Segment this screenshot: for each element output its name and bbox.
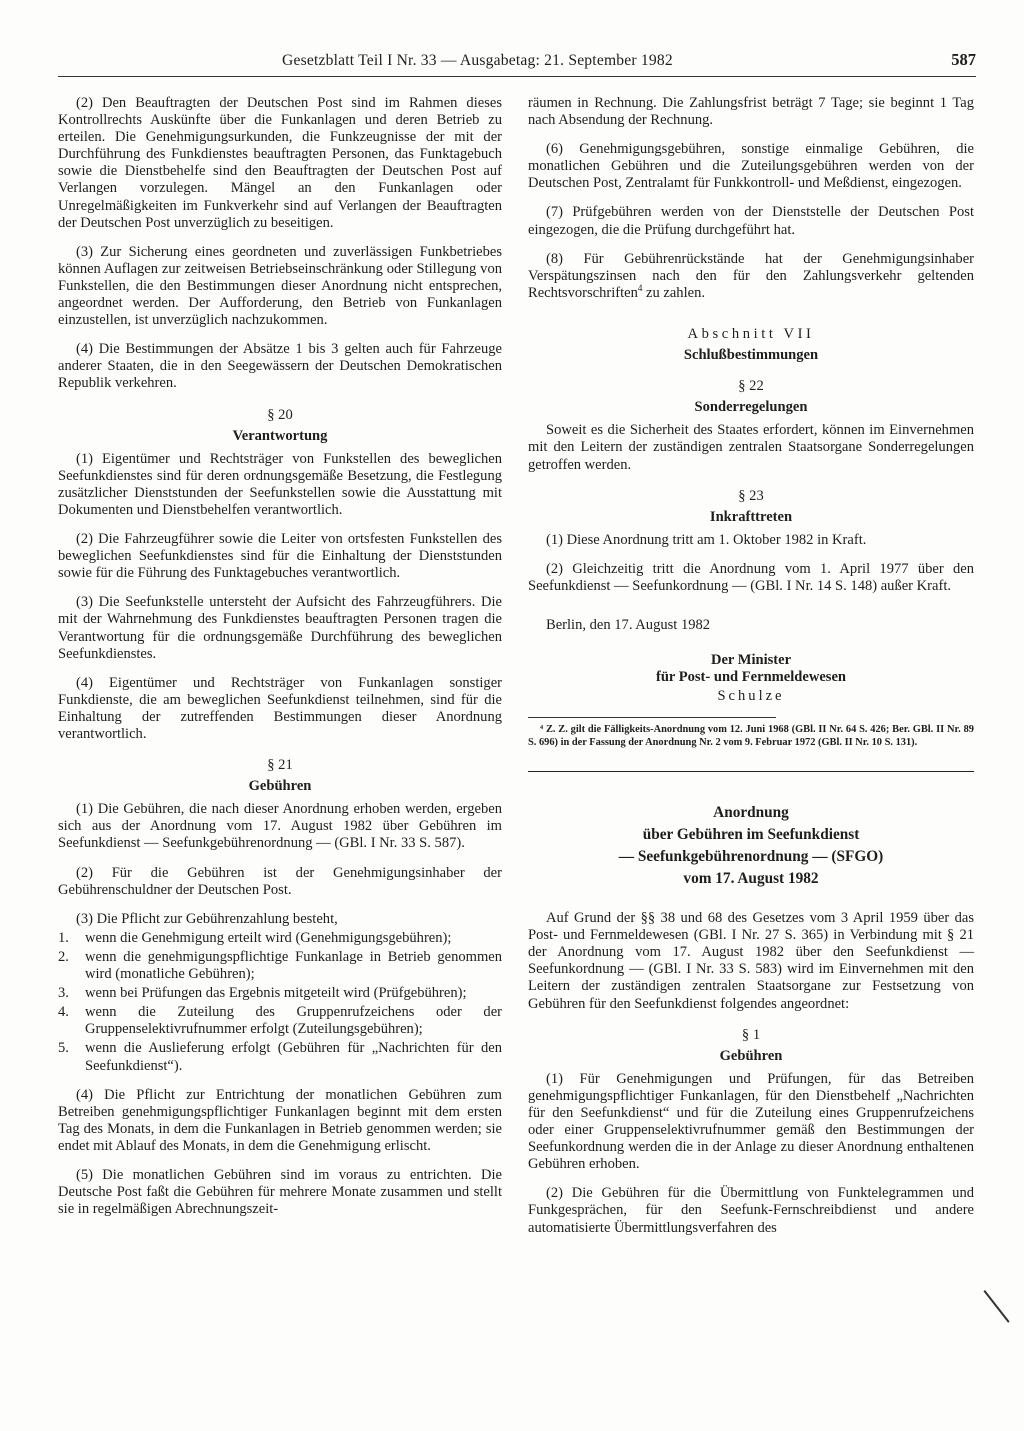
paragraph: (1) Für Genehmigungen und Prüfungen, für das Betreiben genehmigungspflichtiger Funkanlagen, für den Dienstbehelf „Nachrichten für den Seefunkdienst“ und für die Zuteilung eines Gruppenrufzeichens oder einer Gruppenselektivrufnummer gemäß den Bestimmungen der Seefunkordnung werden die in der Anlage zu dieser Anordnung enthaltenen Gebühren erhoben. (528, 1070, 974, 1173)
list-item-text: wenn die Genehmigung erteilt wird (Genehmigungsgebühren); (85, 929, 452, 946)
paragraph (528, 251, 974, 302)
page-number: 587 (951, 50, 976, 69)
preamble: Auf Grund der §§ 38 und 68 des Gesetzes vom 3 April 1959 über das Post- und Fernmeldewesen (GBl. I Nr. 27 S. 365) in Verbindung mit § 21 der Anordnung vom 17. August 1982 über den Seefunkdienst — Seefunkordnung — (GBl. I Nr. 33 S. 583) wird im Einvernehmen mit den Leitern der zuständigen zentralen Staatsorgane zur Festsetzung von Gebühren für den Seefunkdienst folgendes angeordnet: (528, 910, 974, 1012)
chapter-label: Abschnitt VII (687, 325, 815, 342)
section-title: Gebühren (248, 778, 312, 795)
paragraph: (6) Genehmigungsgebühren, sonstige einmalige Gebühren, die monatlichen Gebühren und die Zuteilungsgebühren werden von der Deutschen Post, Zentralamt für Funkkontroll- und Meßdienst, eingezogen. (528, 141, 974, 192)
list-item-text: wenn bei Prüfungen das Ergebnis mitgeteilt wird (Prüfgebühren); (85, 985, 467, 1002)
list-item-text: wenn die Auslieferung erfolgt (Gebühren für „Nachrichten für den Seefunkdienst“). (85, 1040, 502, 1074)
section-title: Sonderregelungen (694, 399, 808, 416)
place-date: Berlin, den 17. August 1982 (546, 617, 711, 634)
paragraph-text: (8) Für Gebührenrückstände hat der Genehmigungsinhaber Verspätungszinsen nach den für den Zahlungsverkehr geltenden Rechtsvorschriften (528, 250, 974, 301)
paragraph: (2) Für die Gebühren ist der Genehmigungsinhaber der Gebührenschuldner der Deutschen Post. (58, 864, 502, 898)
paragraph: Soweit es die Sicherheit des Staates erfordert, können im Einvernehmen mit den Leitern der zuständigen zentralen Staatsorgane Sonderregelungen getroffen werden. (528, 422, 974, 473)
section-title: Gebühren (719, 1047, 783, 1064)
paragraph: (5) Die monatlichen Gebühren sind im voraus zu entrichten. Die Deutsche Post faßt die Gebühren für mehrere Monate zusammen und stellt sie in regelmäßigen Abrechnungszeit- (58, 1166, 502, 1218)
list-item-number: 1. (58, 929, 69, 946)
list-item (58, 949, 502, 983)
section-number: § 20 (267, 406, 293, 423)
decree-title-line: über Gebühren im Seefunkdienst (642, 826, 860, 844)
section-number: § 23 (738, 487, 764, 504)
list-item (58, 985, 502, 1002)
right-column (528, 95, 974, 1249)
paragraph-continuation: räumen in Rechnung. Die Zahlungsfrist beträgt 7 Tage; sie beginnt 1 Tag nach Absendung der Rechnung. (528, 95, 974, 129)
list-item (58, 1040, 502, 1074)
header-rule (58, 76, 976, 77)
paragraph: (2) Gleichzeitig tritt die Anordnung vom 1. April 1977 über den Seefunkdienst — Seefunkordnung — (GBl. I Nr. 14 S. 148) außer Kraft. (528, 560, 974, 594)
paragraph: (3) Die Pflicht zur Gebührenzahlung besteht, (76, 910, 338, 927)
list-item-text: wenn die genehmigungspflichtige Funkanlage in Betrieb genommen wird (monatliche Gebühren); (85, 948, 502, 983)
paragraph: (1) Eigentümer und Rechtsträger von Funkstellen des beweglichen Seefunkdienstes sind für deren ordnungsgemäße Besetzung, die Festlegung zusätzlicher Dienststunden der Seefunkstellen sowie die Ausstattung mit Dokumenten und Dienstbehelfen verantwortlich. (58, 450, 502, 518)
section-number: § 22 (738, 378, 764, 395)
paragraph: (1) Die Gebühren, die nach dieser Anordnung erhoben werden, ergeben sich aus der Anordnung vom 17. August 1982 über Gebühren im Seefunkdienst — Seefunkgebührenordnung — (GBl. I Nr. 33 S. 587). (58, 801, 502, 852)
decree-title-line: Anordnung (713, 804, 789, 822)
page-header (0, 0, 1024, 80)
paragraph: (3) Zur Sicherung eines geordneten und zuverlässigen Funkbetriebes können Auflagen zur zeitweisen Betriebseinschränkung oder Stillegung von Funkstellen, die den Bestimmungen dieser Anordnung nicht entsprechen, angeordnet werden. Der Aufforderung, den Betrieb von Funkanlagen einzustellen, ist unverzüglich nachzukommen. (58, 243, 502, 329)
section-title: Verantwortung (232, 427, 328, 444)
paragraph: (4) Die Pflicht zur Entrichtung der monatlichen Gebühren zum Betreiben genehmigungspflichtiger Funkanlagen beginnt mit dem ersten Tag des Monats, in dem die Funkanlagen in Betrieb genommen werden; sie endet mit Ablauf des Monats, in dem die Genehmigung erlischt. (58, 1086, 502, 1154)
signer-title: Der Minister (710, 652, 792, 669)
paragraph: (2) Die Gebühren für die Übermittlung von Funktelegrammen und Funkgesprächen, für den Seefunk-Fernschreibdienst und andere automatisierte Übermittlungsverfahren des (528, 1185, 974, 1236)
section-number: § 1 (741, 1026, 761, 1043)
paragraph: (1) Diese Anordnung tritt am 1. Oktober 1982 in Kraft. (546, 531, 867, 548)
section-number: § 21 (267, 757, 293, 774)
footnote-marker: 4 (637, 283, 643, 293)
signer-name: Schulze (717, 688, 785, 705)
list-item-number: 4. (58, 1004, 69, 1021)
chapter-title: Schlußbestimmungen (683, 347, 819, 364)
list-item-number: 2. (58, 948, 69, 965)
decree-title-line: vom 17. August 1982 (683, 870, 819, 888)
decree-title (528, 802, 974, 890)
signer-title: für Post- und Fernmeldewesen (655, 669, 847, 686)
list-item-number: 3. (58, 985, 69, 1002)
scan-mark (983, 1290, 1009, 1323)
left-column (58, 95, 502, 1230)
section-divider (528, 771, 974, 772)
decree-title-line: — Seefunkgebührenordnung — (SFGO) (618, 848, 884, 866)
paragraph: (3) Die Seefunkstelle untersteht der Aufsicht des Fahrzeugführers. Die mit der Wahrnehmung des Funkdienstes beauftragten Personen tragen die Verantwortung für die ordnungsgemäße Durchführung des beweglichen Seefunkdienstes. (58, 594, 502, 662)
list-item (58, 1004, 502, 1038)
footnote-rule (528, 717, 776, 718)
list-item-text: wenn die Zuteilung des Gruppenrufzeichens oder der Gruppenselektivrufnummer erfolgt (Zuteilungsgebühren); (85, 1004, 502, 1038)
paragraph: (2) Den Beauftragten der Deutschen Post sind im Rahmen dieses Kontrollrechts Auskünfte über die Funkanlagen und deren Betrieb zu erteilen. Die Genehmigungsurkunden, die Funkzeugnisse der mit der Durchführung des Funkdienstes beauftragten Personen, das Funktagebuch sowie die Dienstbehelfe sind den Beauftragten der Deutschen Post auf Verlangen vorzulegen. Mängel an den Funkanlagen oder Unregelmäßigkeiten im Funkverkehr sind auf Verlangen der Beauftragten der Deutschen Post unverzüglich zu beseitigen. (58, 95, 502, 231)
paragraph-text: zu zahlen. (642, 284, 705, 301)
paragraph: (2) Die Fahrzeugführer sowie die Leiter von ortsfesten Funkstellen des beweglichen Seefunkdienstes sind für die Einhaltung der Dienststunden sowie für die Führung des Funktagebuches verantwortlich. (58, 531, 502, 582)
paragraph: (7) Prüfgebühren werden von der Dienststelle der Deutschen Post eingezogen, die die Prüfung durchgeführt hat. (528, 204, 974, 238)
section-title: Inkrafttreten (709, 508, 793, 525)
footnote: ⁴ Z. Z. gilt die Fälligkeits-Anordnung vom 12. Juni 1968 (GBl. II Nr. 64 S. 426; Ber. GBl. II Nr. 89 S. 696) in der Fassung der Anordnung Nr. 2 vom 9. Februar 1972 (GBl. II Nr. 10 S. 131). (528, 724, 974, 748)
numbered-list (58, 930, 502, 1075)
paragraph: (4) Eigentümer und Rechtsträger von Funkanlagen sonstiger Funkdienste, die am beweglichen Seefunkdienst teilnehmen, sind für die Einhaltung der zutreffenden Bestimmungen dieser Anordnung verantwortlich. (58, 674, 502, 742)
list-item-number: 5. (58, 1040, 69, 1057)
gazette-header-title: Gesetzblatt Teil I Nr. 33 — Ausgabetag: 21. September 1982 (282, 52, 673, 69)
paragraph: (4) Die Bestimmungen der Absätze 1 bis 3 gelten auch für Fahrzeuge anderer Staaten, die in den Seegewässern der Deutschen Demokratischen Republik verkehren. (58, 341, 502, 392)
list-item (58, 930, 502, 947)
